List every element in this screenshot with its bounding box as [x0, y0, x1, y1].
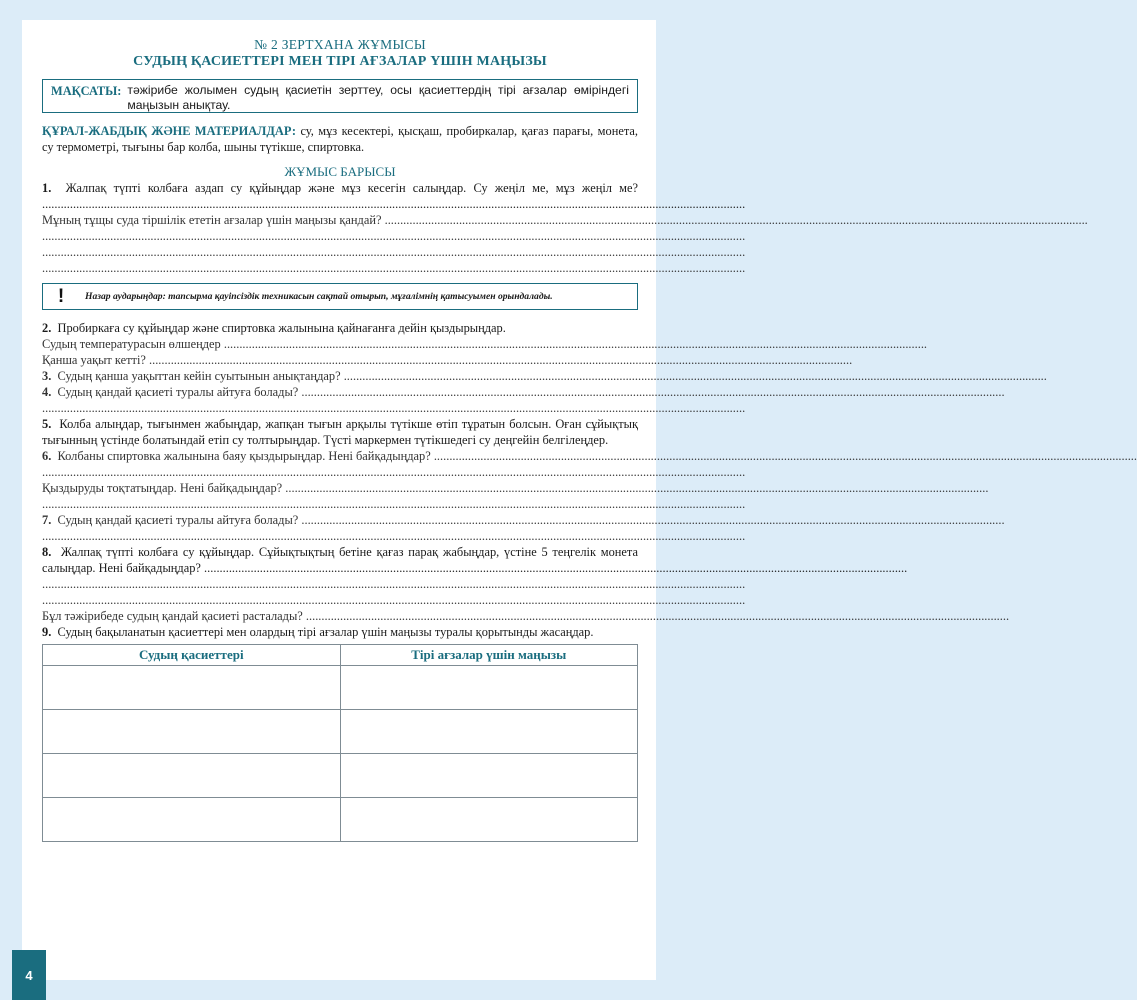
table-row	[43, 666, 638, 710]
equipment-paragraph	[42, 123, 638, 155]
step-6-text: Колбаны спиртовка жалынына баяу қыздырыңдар. Нені байқадыңдар?	[57, 449, 431, 463]
answer-line[interactable]: ...................................................................................................................................................................................................................................	[42, 529, 746, 543]
table-cell[interactable]	[340, 710, 638, 754]
table-row	[43, 798, 638, 842]
step-6-b	[42, 480, 989, 496]
step-2-a	[42, 336, 928, 352]
answer-line[interactable]: ...................................................................................................................................................................................................................................	[204, 561, 908, 575]
step-7-text: Судың қандай қасиеті туралы айтуға болады?	[57, 513, 299, 527]
answer-line[interactable]: ...................................................................................................................................................................................................................................	[42, 497, 746, 511]
step-8-number: 8.	[42, 545, 52, 559]
step-7-number: 7.	[42, 513, 52, 527]
goal-box	[42, 79, 638, 113]
answer-line[interactable]: ...................................................................................................................................................................................................................................	[301, 385, 1005, 399]
equipment-text: су, мұз кесектері, қысқаш, пробиркалар, қағаз парағы, монета, су термометрі, тығыны бар колба, шыны түтікше, спиртовка.	[42, 124, 638, 154]
step-6-b-text: Қыздыруды тоқтатыңдар. Нені байқадыңдар?	[42, 481, 283, 495]
step-5-number: 5.	[42, 417, 52, 431]
equipment-label: ҚҰРАЛ-ЖАБДЫҚ ЖӘНЕ МАТЕРИАЛДАР:	[42, 124, 297, 138]
step-3	[42, 368, 1047, 384]
table-cell[interactable]	[43, 754, 341, 798]
table-header-row	[43, 645, 638, 666]
lab-number: № 2 ЗЕРТХАНА ЖҰМЫСЫ	[254, 37, 426, 52]
table-row	[43, 754, 638, 798]
answer-line[interactable]: ...................................................................................................................................................................................................................................	[433, 449, 1137, 463]
step-1-number: 1.	[42, 181, 52, 195]
table-cell[interactable]	[43, 710, 341, 754]
step-2-b	[42, 352, 853, 368]
step-7	[42, 512, 1005, 528]
answer-line[interactable]: ...................................................................................................................................................................................................................................	[42, 197, 746, 211]
step-5-text: Колба алыңдар, тығынмен жабыңдар, жапқан тығын арқылы түтікше өтіп тұратын болсын. Оған сұйықтық тығынның үстінде болатындай етіп су толтырыңдар. Түсті маркермен түтікшедегі су деңгейін белгілеңдер.	[42, 417, 638, 447]
goal-text: тәжірибе жолымен судың қасиетін зерттеу, осы қасиеттердің тірі ағзалар өміріндегі маңызын анықтау.	[127, 83, 629, 112]
answer-line[interactable]: ...................................................................................................................................................................................................................................	[285, 481, 989, 495]
answer-line[interactable]: ...................................................................................................................................................................................................................................	[42, 577, 746, 591]
step-9-text: Судың бақыланатын қасиеттері мен олардың тірі ағзалар үшін маңызы туралы қорытынды жасаңдар.	[57, 625, 594, 639]
step-4-number: 4.	[42, 385, 52, 399]
answer-line[interactable]: ...................................................................................................................................................................................................................................	[42, 261, 746, 275]
answer-line[interactable]: ...................................................................................................................................................................................................................................	[384, 213, 1088, 227]
exclamation-icon: !	[57, 285, 65, 307]
step-1	[42, 180, 746, 212]
step-5	[42, 416, 638, 448]
page-number: 4	[12, 950, 46, 1000]
step-9-number: 9.	[42, 625, 52, 639]
step-8-b	[42, 608, 1010, 624]
step-4-text: Судың қандай қасиеті туралы айтуға болады?	[57, 385, 299, 399]
answer-line[interactable]: ...................................................................................................................................................................................................................................	[42, 401, 746, 415]
table-header-significance: Тірі ағзалар үшін маңызы	[340, 645, 638, 666]
step-8-text: Жалпақ түпті колбаға су құйыңдар. Сұйықтықтың бетіне қағаз парақ жабыңдар, үстіне 5 теңгелік монета салыңдар. Нені байқадыңдар?	[42, 545, 638, 575]
table-cell[interactable]	[340, 666, 638, 710]
step-4	[42, 384, 1005, 400]
step-2	[42, 320, 638, 336]
answer-line[interactable]: ...................................................................................................................................................................................................................................	[343, 369, 1047, 383]
step-2-a-text: Судың температурасын өлшеңдер	[42, 337, 221, 351]
answer-line[interactable]: ...................................................................................................................................................................................................................................	[301, 513, 1005, 527]
step-8-b-text: Бұл тәжірибеде судың қандай қасиеті расталады?	[42, 609, 303, 623]
answer-line[interactable]: ...................................................................................................................................................................................................................................	[42, 245, 746, 259]
table-row	[43, 710, 638, 754]
table-cell[interactable]	[340, 798, 638, 842]
answer-line[interactable]: ...................................................................................................................................................................................................................................	[42, 465, 746, 479]
step-1-question-2	[42, 212, 1088, 228]
step-6	[42, 448, 1137, 464]
table-cell[interactable]	[43, 798, 341, 842]
worksheet-content	[42, 36, 1137, 842]
step-2-number: 2.	[42, 321, 52, 335]
section-title: ЖҰМЫС БАРЫСЫ	[284, 164, 396, 179]
table-header-properties: Судың қасиеттері	[43, 645, 341, 666]
step-3-number: 3.	[42, 369, 52, 383]
step-1-question-2-text: Мұның тұщы суда тіршілік ететін ағзалар үшін маңызы қандай?	[42, 213, 382, 227]
answer-line[interactable]: ...................................................................................................................................................................................................................................	[42, 593, 746, 607]
step-6-number: 6.	[42, 449, 52, 463]
page-title: СУДЫҢ ҚАСИЕТТЕРІ МЕН ТІРІ АҒЗАЛАР ҮШІН МАҢЫЗЫ	[133, 54, 547, 69]
step-1-text: Жалпақ түпті колбаға аздап су құйыңдар және мұз кесегін салыңдар. Су жеңіл ме, мұз жеңіл ме?	[65, 181, 638, 195]
answer-line[interactable]: ...................................................................................................................................................................................................................................	[149, 353, 853, 367]
answer-line[interactable]: ...................................................................................................................................................................................................................................	[223, 337, 928, 351]
answer-line[interactable]: ...................................................................................................................................................................................................................................	[42, 229, 746, 243]
warning-text: Назар аударыңдар: тапсырма қауіпсіздік техникасын сақтай отырып, мұғалімнің қатысуымен орындалады.	[85, 290, 553, 302]
step-8	[42, 544, 908, 576]
goal-label: МАҚСАТЫ:	[51, 84, 122, 98]
step-2-text: Пробиркаға су құйыңдар және спиртовка жалынына қайнағанға дейін қыздырыңдар.	[57, 321, 506, 335]
table-cell[interactable]	[340, 754, 638, 798]
step-3-text: Судың қанша уақыттан кейін суытынын анықтаңдар?	[57, 369, 341, 383]
step-2-b-text: Қанша уақыт кетті?	[42, 353, 146, 367]
step-9	[42, 624, 638, 640]
conclusion-table	[42, 644, 638, 842]
answer-line[interactable]: ...................................................................................................................................................................................................................................	[305, 609, 1010, 623]
warning-box	[42, 283, 638, 310]
table-cell[interactable]	[43, 666, 341, 710]
